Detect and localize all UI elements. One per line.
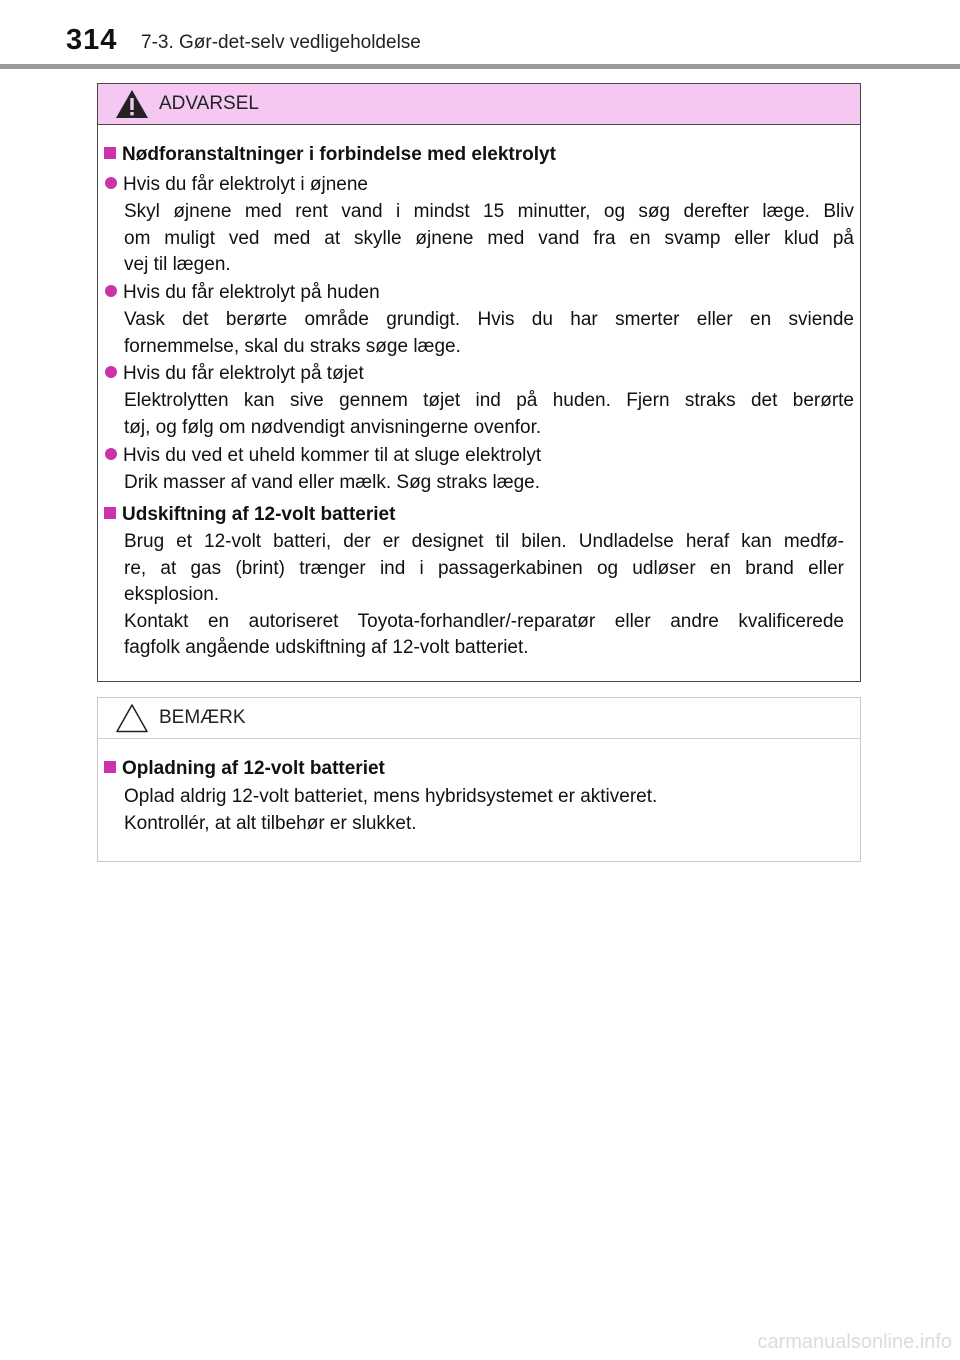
warning-triangle-filled-icon (114, 88, 150, 120)
warning-box (97, 83, 861, 682)
watermark: carmanualsonline.info (757, 1331, 952, 1353)
list-item: Hvis du får elektrolyt i øjnene (105, 174, 368, 196)
warning-header (98, 84, 860, 125)
notice-title: BEMÆRK (159, 707, 246, 728)
paragraph: Skyl øjnene med rent vand i mindst 15 minutter, og søg derefter læge. Bliv om muligt ved med at skylle øjnene med vand fra en svamp eller klud på vej til lægen. (124, 201, 854, 275)
section-title: 7-3. Gør-det-selv vedligeholdelse (141, 32, 421, 53)
list-item: Hvis du får elektrolyt på huden (105, 282, 380, 304)
section-heading: Nødforanstaltninger i forbindelse med elektrolyt (104, 144, 556, 166)
page-number: 314 (66, 24, 118, 56)
list-item: Hvis du får elektrolyt på tøjet (105, 363, 364, 385)
section-heading: Udskiftning af 12-volt batteriet (104, 504, 395, 526)
warning-title: ADVARSEL (159, 93, 259, 114)
square-bullet-icon (104, 147, 116, 159)
notice-header (98, 698, 860, 739)
circle-bullet-icon (105, 366, 117, 378)
circle-bullet-icon (105, 448, 117, 460)
header-rule (0, 64, 960, 69)
circle-bullet-icon (105, 177, 117, 189)
section-heading: Opladning af 12-volt batteriet (104, 758, 385, 780)
notice-box (97, 697, 861, 862)
paragraph: Drik masser af vand eller mælk. Søg straks læge. (124, 472, 541, 493)
page-header (0, 0, 960, 70)
circle-bullet-icon (105, 285, 117, 297)
paragraph: Oplad aldrig 12-volt batteriet, mens hybridsystemet er aktiveret. Kontrollér, at alt tilbehør er slukket. (124, 786, 658, 834)
paragraph: Brug et 12-volt batteri, der er designet til bilen. Undladelse heraf kan medfø- re, at gas (brint) trænger ind i passagerkabinen og udløser en brand eller eksplosion. Kontakt en autoriseret Toyota-forhandler/-reparatør eller andre kvalificerede fagfolk angående udskiftning af 12-volt batteriet. (124, 531, 844, 658)
warning-triangle-outline-icon (114, 702, 150, 734)
list-item: Hvis du ved et uheld kommer til at sluge elektrolyt (105, 445, 541, 467)
square-bullet-icon (104, 507, 116, 519)
paragraph: Elektrolytten kan sive gennem tøjet ind på huden. Fjern straks det berørte tøj, og følg om nødvendigt anvisningerne ovenfor. (124, 390, 854, 438)
square-bullet-icon (104, 761, 116, 773)
paragraph: Vask det berørte område grundigt. Hvis du har smerter eller en sviende fornemmelse, skal du straks søge læge. (124, 309, 854, 357)
